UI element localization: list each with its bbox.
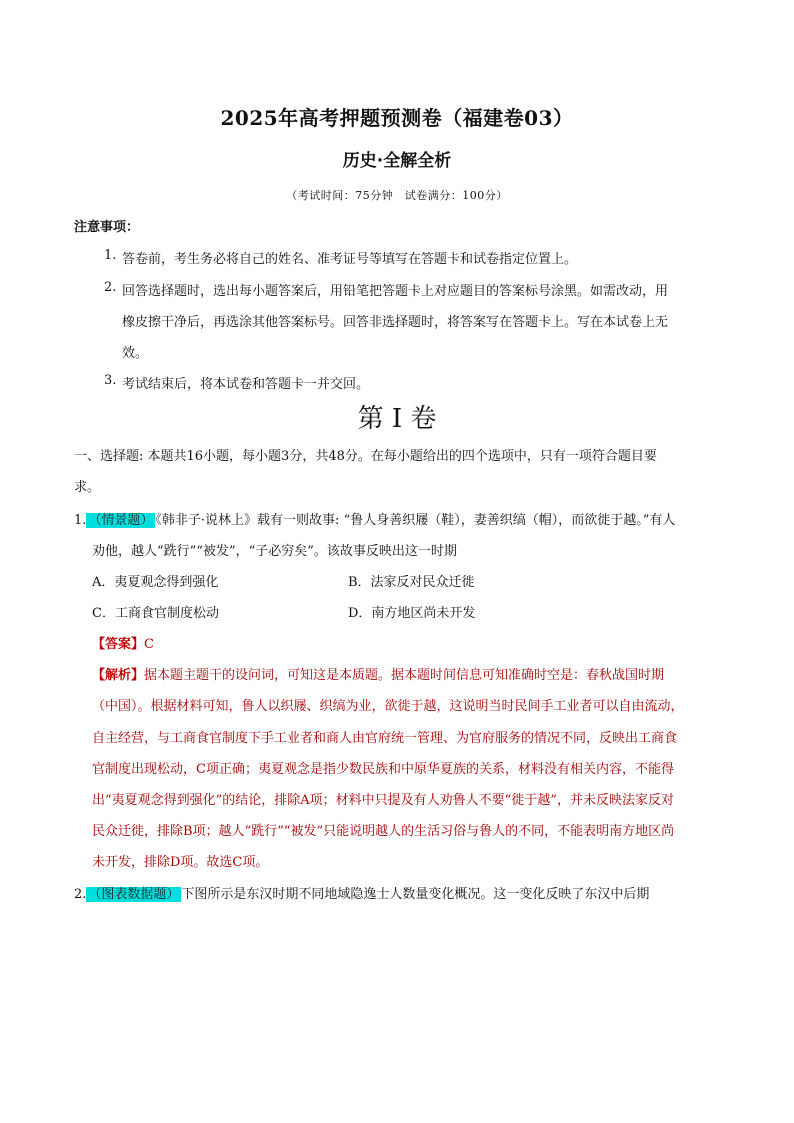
notice-item-2-number: 2. — [104, 280, 117, 295]
question-1-analysis-line-7: 未开发，排除D项。故选C项。 — [92, 855, 269, 870]
question-1-analysis-line-1 — [92, 664, 664, 683]
question-1-analysis-line-4: 官制度出现松动，C项正确；夷夏观念是指少数民族和中原华夏族的关系，材料没有相关内容，不能得 — [92, 762, 674, 777]
question-1-stem-text: 《韩非子·说林上》载有一则故事: “鲁人身善织屦（鞋），妻善织缟（帽），而欲徙于越。”有人 — [155, 513, 676, 528]
question-1-analysis-line-2: （中国）。根据材料可知，鲁人以织屦、织缟为业，欲徙于越，这说明当时民间手工业者可以自由流动， — [92, 699, 684, 714]
question-2-number: 2. — [74, 887, 87, 902]
page-subtitle: 历史·全解全析 — [342, 151, 452, 171]
question-1-option-c: C．工商食官制度松动 — [92, 606, 219, 621]
section-heading: 第 I 卷 — [357, 404, 437, 434]
section-intro-line-1: 一、选择题: 本题共16小题，每小题3分，共48分。在每小题给出的四个选项中，只有一项符合题目要 — [74, 449, 657, 464]
notice-item-1-text: 答卷前，考生务必将自己的姓名、准考证号等填写在答题卡和试卷指定位置上。 — [122, 252, 578, 267]
notice-item-3-text: 考试结束后，将本试卷和答题卡一并交回。 — [122, 377, 370, 392]
answer-label: 【答案】 — [92, 637, 145, 652]
question-1-option-d: D．南方地区尚未开发 — [348, 606, 476, 621]
question-1-tag: （情景题） — [88, 513, 154, 528]
question-1-analysis-line-3: 自主经营，与工商食官制度下手工业者和商人由官府统一管理、为官府服务的情况不同，反映出工商食 — [92, 731, 678, 746]
question-1-option-b: B．法家反对民众迁徙 — [348, 575, 475, 590]
question-1-analysis-line-5: 出“夷夏观念得到强化”的结论，排除A项；材料中只提及有人劝鲁人不要“徙于越”，并未反映法家反对 — [92, 793, 674, 808]
question-1-stem-line-1 — [74, 509, 675, 528]
question-2-tag: （图表数据题） — [88, 887, 180, 902]
question-1-option-a: A．夷夏观念得到强化 — [92, 575, 219, 590]
notice-item-2-line-1: 回答选择题时，选出每小题答案后，用铅笔把答题卡上对应题目的答案标号涂黑。如需改动，用 — [122, 284, 669, 299]
notice-item-1-number: 1. — [104, 248, 117, 263]
question-2-stem — [74, 883, 649, 902]
exam-info: （考试时间：75分钟 试卷满分：100分） — [286, 189, 508, 202]
answer-value: C — [144, 637, 154, 652]
notice-item-3-number: 3. — [104, 373, 117, 388]
page-title: 2025年高考押题预测卷（福建卷03） — [220, 106, 574, 130]
question-1-number: 1. — [74, 513, 87, 528]
section-intro-line-2: 求。 — [74, 480, 101, 495]
question-1-stem-line-2: 劝他，越人“跣行”“被发”，“子必穷矣”。该故事反映出这一时期 — [92, 544, 457, 559]
notice-heading: 注意事项： — [74, 220, 140, 235]
question-2-stem-text: 下图所示是东汉时期不同地域隐逸士人数量变化概况。这一变化反映了东汉中后期 — [181, 887, 650, 902]
question-1-analysis-line-6: 民众迁徙，排除B项；越人“跣行”“被发”只能说明越人的生活习俗与鲁人的不同，不能表明南方地区尚 — [92, 824, 675, 839]
analysis-text: 据本题主题干的设问词，可知这是本质题。据本题时间信息可知准确时空是：春秋战国时期 — [144, 668, 665, 683]
notice-item-2-line-2: 橡皮擦干净后，再选涂其他答案标号。回答非选择题时，将答案写在答题卡上。写在本试卷上无 — [122, 315, 669, 330]
analysis-label: 【解析】 — [92, 668, 145, 683]
notice-item-2-line-3: 效。 — [122, 346, 149, 361]
question-1-answer — [92, 633, 154, 652]
